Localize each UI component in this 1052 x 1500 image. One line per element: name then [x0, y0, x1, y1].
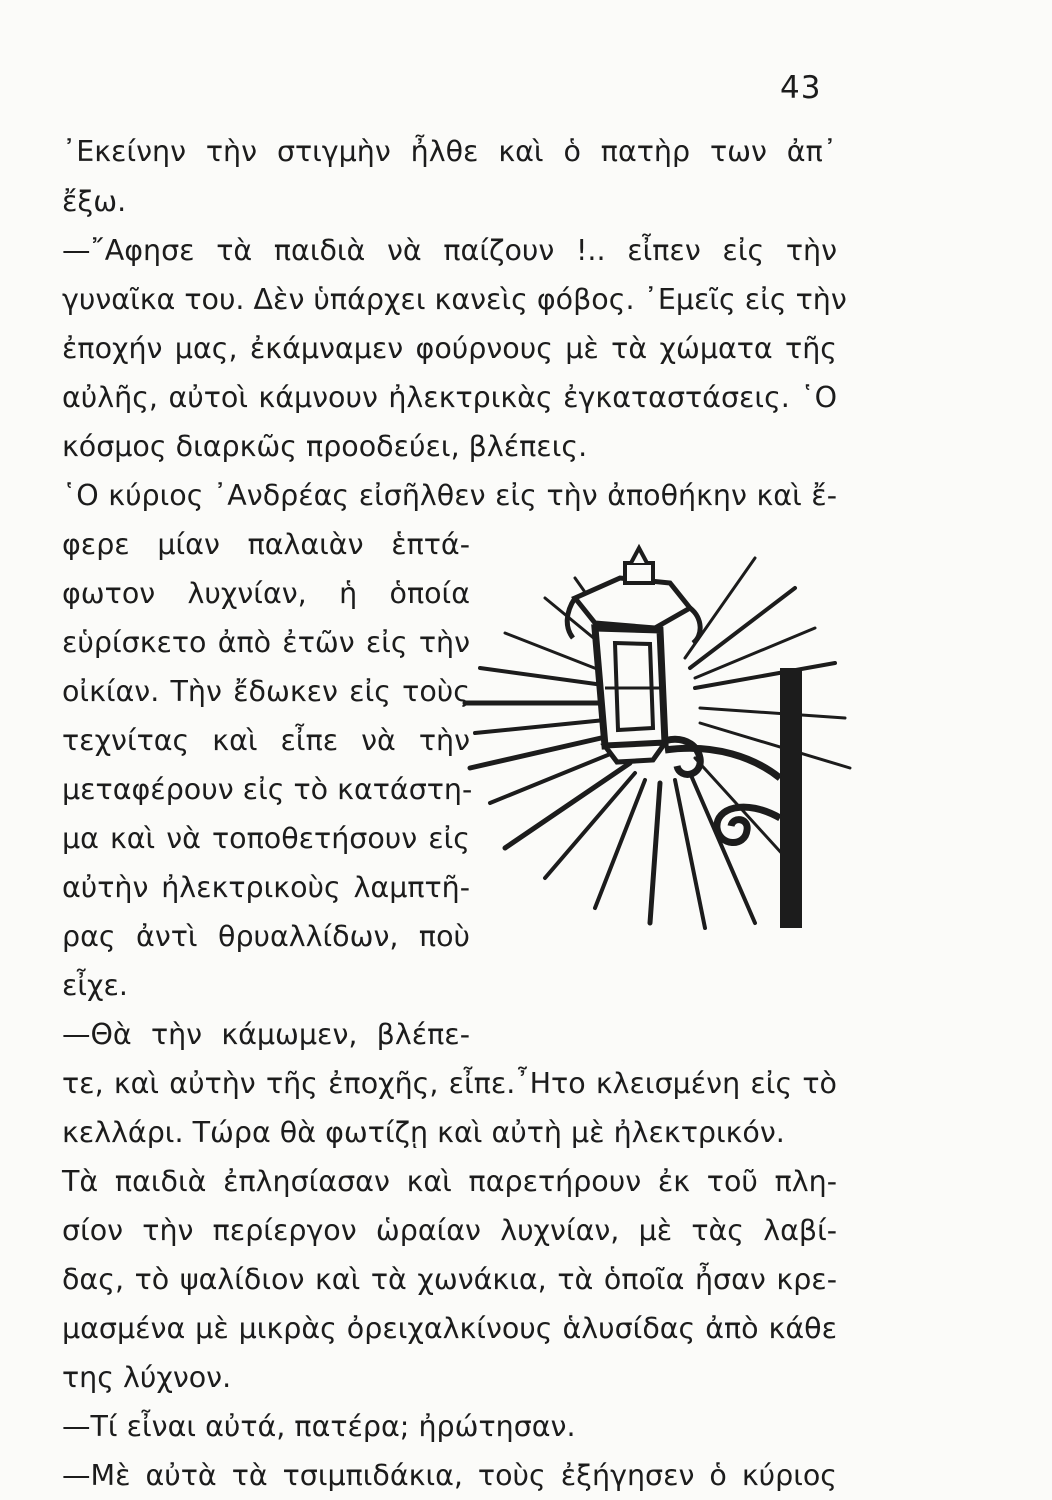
text-line: —Τί εἶναι αὐτά, πατέρα; ἠρώτησαν.: [62, 1410, 576, 1443]
text-line: αὐτὴν ἠλεκτρικοὺς λαμπτῆ-: [62, 871, 470, 904]
text-line: τε, καὶ αὐτὴν τῆς ἐποχῆς, εἶπε.῏Ητο κλεισμένη εἰς τὸ: [62, 1067, 837, 1100]
text-line: φερε μίαν παλαιὰν ἑπτά-: [62, 528, 470, 561]
text-line: μα καὶ νὰ τοποθετήσουν εἰς: [62, 822, 470, 855]
text-line: μασμένα μὲ μικρὰς ὀρειχαλκίνους ἁλυσίδας ἀπὸ κάθε: [62, 1312, 837, 1345]
text-line: μεταφέρουν εἰς τὸ κατάστη-: [62, 773, 473, 806]
text-line: ᾿Εκείνην τὴν στιγμὴν ἦλθε καὶ ὁ πατὴρ των ἀπ᾿: [62, 135, 837, 168]
text-line: —῎Αφησε τὰ παιδιὰ νὰ παίζουν !.. εἶπεν εἰς τὴν: [62, 234, 837, 267]
text-line: κόσμος διαρκῶς προοδεύει, βλέπεις.: [62, 430, 588, 463]
text-line: ἔξω.: [62, 185, 127, 218]
text-line: αὐλῆς, αὐτοὶ κάμνουν ἠλεκτρικὰς ἐγκαταστάσεις. ῾Ο: [62, 381, 837, 414]
text-line: της λύχνον.: [62, 1361, 232, 1394]
lamp-illustration: [455, 518, 860, 948]
text-line: οἰκίαν. Τὴν ἔδωκεν εἰς τοὺς: [62, 675, 470, 708]
text-line: Τὰ παιδιὰ ἐπλησίασαν καὶ παρετήρουν ἐκ τοῦ πλη-: [62, 1165, 837, 1198]
text-line: —Θὰ τὴν κάμωμεν, βλέπε-: [62, 1018, 470, 1051]
text-line: —Μὲ αὐτὰ τὰ τσιμπιδάκια, τοὺς ἐξήγησεν ὁ κύριος: [62, 1459, 837, 1492]
text-line: τεχνίτας καὶ εἶπε νὰ τὴν: [62, 724, 470, 757]
text-line: γυναῖκα του. Δὲν ὑπάρχει κανεὶς φόβος. ᾿Εμεῖς εἰς τὴν: [62, 283, 847, 316]
text-line: δας, τὸ ψαλίδιον καὶ τὰ χωνάκια, τὰ ὁποῖα ἦσαν κρε-: [62, 1263, 837, 1296]
text-line: ἐποχήν μας, ἐκάμναμεν φούρνους μὲ τὰ χώματα τῆς: [62, 332, 837, 365]
text-line: ῾Ο κύριος ᾿Ανδρέας εἰσῆλθεν εἰς τὴν ἀποθήκην καὶ ἔ-: [62, 479, 837, 512]
text-line: εἶχε.: [62, 969, 128, 1002]
text-line: φωτον λυχνίαν, ἡ ὁποία: [62, 577, 470, 610]
wall-plate: [780, 668, 802, 928]
text-line: ρας ἀντὶ θρυαλλίδων, ποὺ: [62, 920, 470, 953]
page-number: 43: [780, 70, 822, 106]
lantern: [567, 548, 700, 762]
text-line: σίον τὴν περίεργον ὡραίαν λυχνίαν, μὲ τὰς λαβί-: [62, 1214, 837, 1247]
text-line: κελλάρι. Τώρα θὰ φωτίζῃ καὶ αὐτὴ μὲ ἠλεκτρικόν.: [62, 1116, 785, 1149]
text-line: εὑρίσκετο ἀπὸ ἐτῶν εἰς τὴν: [62, 626, 470, 659]
lamp-bracket: [650, 739, 780, 842]
